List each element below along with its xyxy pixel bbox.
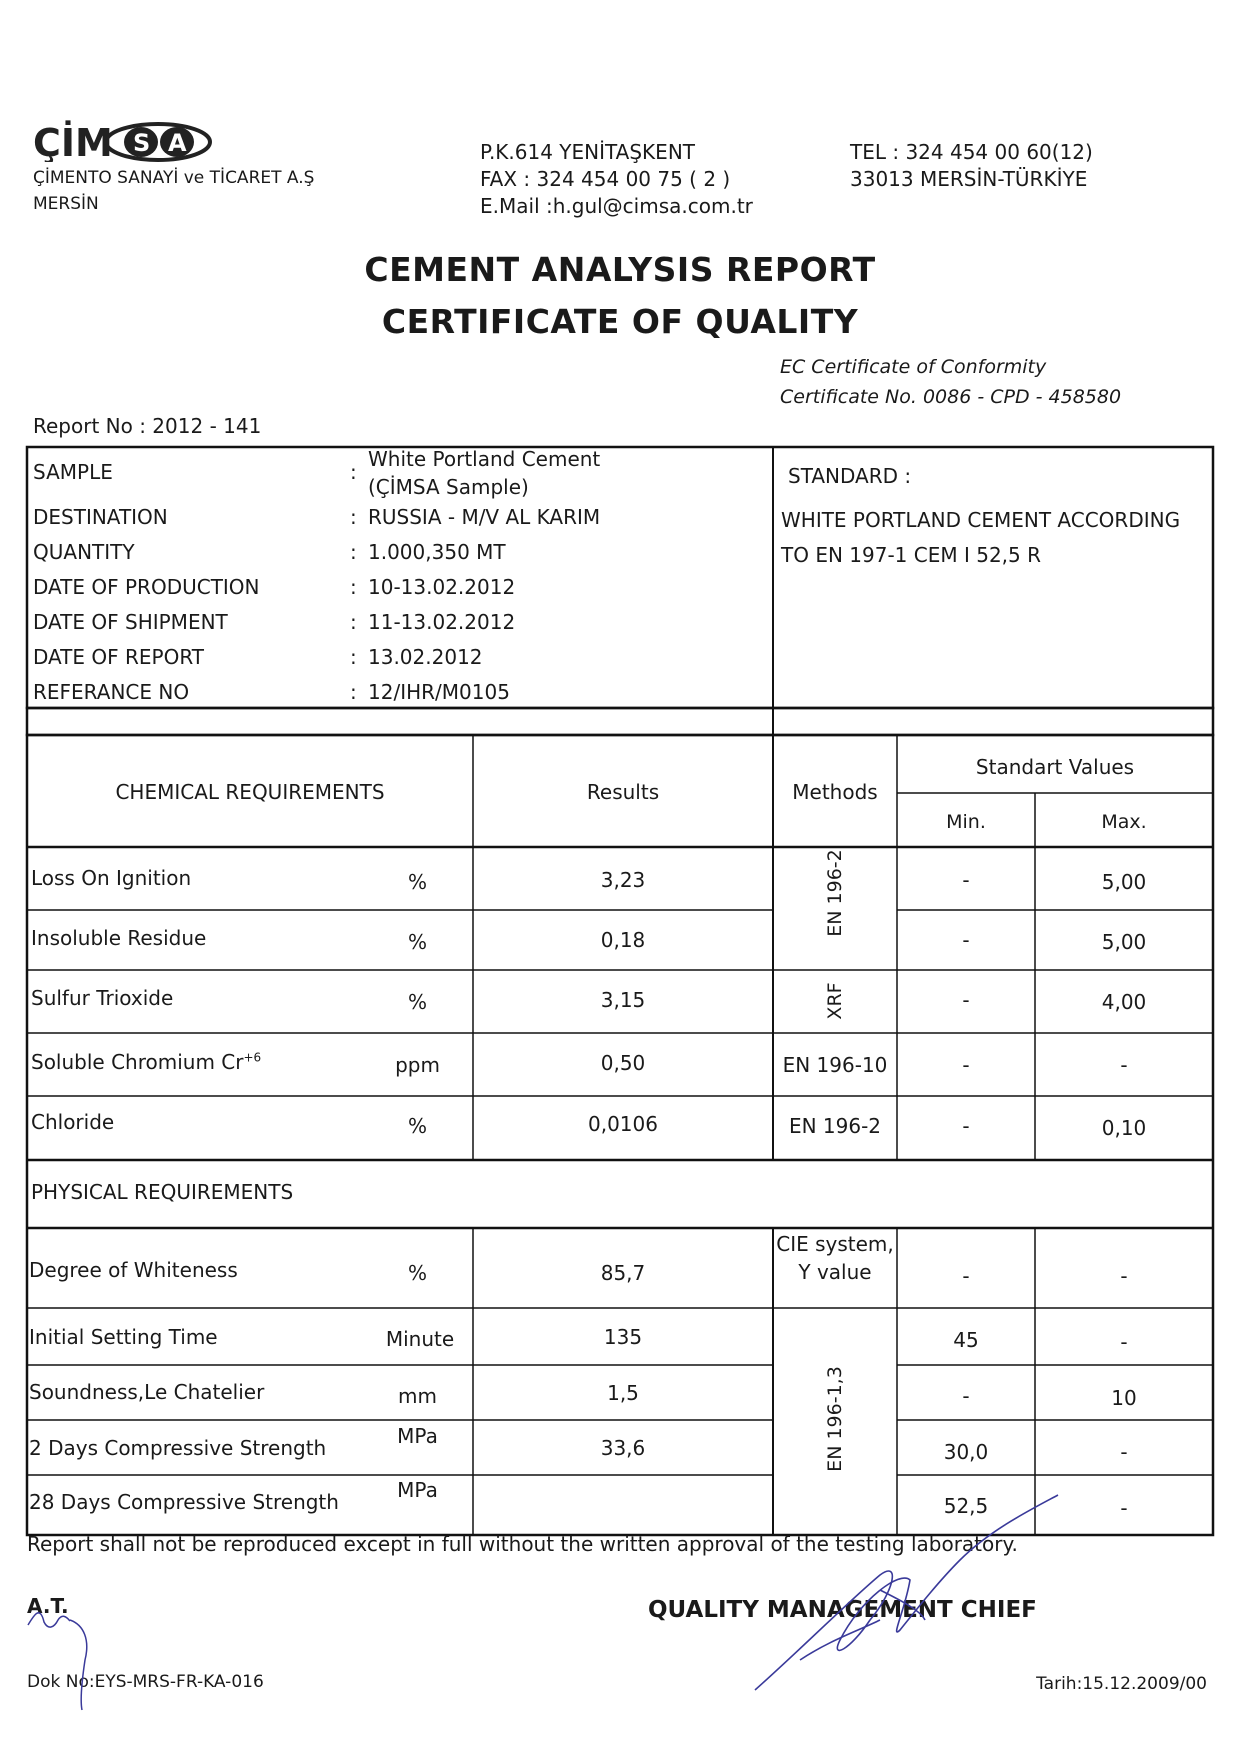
header-min: Min. — [946, 811, 986, 833]
phys-min: 52,5 — [943, 1494, 989, 1518]
chem-method: EN 196-10 — [782, 1053, 888, 1077]
phys-result: 135 — [603, 1325, 643, 1349]
info-value-date-production: 10-13.02.2012 — [368, 575, 516, 599]
phys-result: 1,5 — [607, 1381, 639, 1405]
phys-name: Initial Setting Time — [29, 1325, 218, 1349]
info-colon: : — [350, 505, 357, 529]
standard-line2: TO EN 197-1 CEM I 52,5 R — [781, 543, 1041, 567]
chem-max: 4,00 — [1101, 990, 1147, 1014]
header-chemical-requirements: CHEMICAL REQUIREMENTS — [115, 780, 385, 804]
svg-text:ÇİM: ÇİM — [33, 121, 113, 162]
chem-max: 0,10 — [1101, 1116, 1147, 1140]
info-label-date-report: DATE OF REPORT — [33, 645, 204, 669]
phys-max: - — [1120, 1264, 1128, 1288]
header-max: Max. — [1101, 811, 1147, 833]
method-en196-1-3-vertical: EN 196-1,3 — [824, 1366, 846, 1472]
phys-name: Degree of Whiteness — [29, 1258, 238, 1282]
chem-method: EN 196-2 — [788, 1114, 882, 1138]
svg-text:A: A — [168, 129, 187, 157]
chem-unit: ppm — [395, 1053, 440, 1077]
chem-result: 0,18 — [600, 928, 646, 952]
chem-min: - — [962, 868, 970, 892]
info-colon: : — [350, 610, 357, 634]
phys-method-line2: Y value — [798, 1260, 872, 1284]
address-line1: P.K.614 YENİTAŞKENT — [480, 140, 695, 164]
chem-unit: % — [407, 990, 427, 1014]
chem-result: 0,50 — [600, 1051, 646, 1075]
reproduction-note: Report shall not be reproduced except in full without the written approval of the testing laboratory. — [27, 1532, 1018, 1556]
phys-name: Soundness,Le Chatelier — [29, 1380, 265, 1404]
info-value-quantity: 1.000,350 MT — [368, 540, 506, 564]
header-standart-values: Standart Values — [975, 755, 1135, 779]
chem-max: 5,00 — [1101, 930, 1147, 954]
chem-max: - — [1120, 1053, 1128, 1077]
ec-certificate-line1: EC Certificate of Conformity — [780, 356, 1047, 378]
info-colon: : — [350, 645, 357, 669]
chem-name-text: Soluble Chromium Cr — [31, 1050, 244, 1074]
phys-unit: mm — [398, 1384, 437, 1408]
phys-max: - — [1120, 1496, 1128, 1520]
header-methods: Methods — [792, 780, 878, 804]
phys-unit: Minute — [385, 1327, 455, 1351]
info-colon: : — [350, 575, 357, 599]
info-label-quantity: QUANTITY — [33, 540, 135, 564]
method-xrf-vertical: XRF — [824, 982, 846, 1020]
company-name: ÇİMENTO SANAYİ ve TİCARET A.Ş — [33, 168, 315, 188]
ec-certificate-line2: Certificate No. 0086 - CPD - 458580 — [780, 386, 1122, 408]
phys-unit: % — [407, 1261, 427, 1285]
chem-min: - — [962, 1053, 970, 1077]
chem-name: Chloride — [31, 1110, 115, 1134]
chem-result: 3,15 — [600, 988, 646, 1012]
chem-min: - — [962, 988, 970, 1012]
chem-superscript: +6 — [243, 1050, 262, 1065]
phys-unit: MPa — [397, 1478, 438, 1502]
phys-unit: MPa — [397, 1424, 438, 1448]
chem-name — [31, 1050, 261, 1074]
chem-result: 0,0106 — [588, 1112, 658, 1136]
phys-min: - — [962, 1384, 970, 1408]
report-number: Report No : 2012 - 141 — [33, 414, 262, 438]
phys-min: 30,0 — [943, 1440, 989, 1464]
report-title: CEMENT ANALYSIS REPORT — [364, 250, 876, 289]
info-label-date-production: DATE OF PRODUCTION — [33, 575, 260, 599]
info-value-destination: RUSSIA - M/V AL KARIM — [368, 505, 601, 529]
chem-unit: % — [407, 930, 427, 954]
chem-name: Sulfur Trioxide — [31, 986, 174, 1010]
info-value-sample-line2: (ÇİMSA Sample) — [368, 475, 529, 499]
report-subtitle: CERTIFICATE OF QUALITY — [381, 302, 859, 341]
info-label-destination: DESTINATION — [33, 505, 168, 529]
svg-text:S: S — [133, 129, 151, 157]
info-label-reference-no: REFERANCE NO — [33, 680, 190, 704]
document-date: Tarih:15.12.2009/00 — [1036, 1674, 1207, 1694]
chem-max: 5,00 — [1101, 870, 1147, 894]
chem-unit: % — [407, 870, 427, 894]
phys-result: 33,6 — [600, 1436, 646, 1460]
company-city: MERSİN — [33, 194, 99, 214]
info-value-sample-line1: White Portland Cement — [368, 447, 601, 471]
address-line2: FAX : 324 454 00 75 ( 2 ) — [480, 167, 731, 191]
phys-max: - — [1120, 1440, 1128, 1464]
standard-label: STANDARD : — [788, 464, 912, 488]
phys-max: 10 — [1111, 1386, 1137, 1410]
address-line3: E.Mail :h.gul@cimsa.com.tr — [480, 194, 753, 218]
info-value-date-shipment: 11-13.02.2012 — [368, 610, 516, 634]
method-en196-2-vertical: EN 196-2 — [824, 849, 846, 937]
info-colon: : — [350, 680, 357, 704]
phys-method-line1: CIE system, — [776, 1232, 894, 1256]
phys-result: 85,7 — [600, 1261, 646, 1285]
tel-number: TEL : 324 454 00 60(12) — [850, 140, 1093, 164]
chem-name: Loss On Ignition — [31, 866, 192, 890]
chem-result: 3,23 — [600, 868, 646, 892]
header-results: Results — [586, 780, 660, 804]
phys-min: 45 — [953, 1328, 979, 1352]
chem-min: - — [962, 1114, 970, 1138]
info-value-date-report: 13.02.2012 — [368, 645, 483, 669]
city-country: 33013 MERSİN-TÜRKİYE — [850, 167, 1088, 191]
info-colon: : — [350, 540, 357, 564]
document-number: Dok No:EYS-MRS-FR-KA-016 — [27, 1672, 264, 1692]
phys-min: - — [962, 1264, 970, 1288]
phys-max: - — [1120, 1330, 1128, 1354]
info-label-date-shipment: DATE OF SHIPMENT — [33, 610, 228, 634]
standard-line1: WHITE PORTLAND CEMENT ACCORDING — [781, 508, 1181, 532]
physical-requirements-header: PHYSICAL REQUIREMENTS — [31, 1180, 294, 1204]
info-colon: : — [350, 460, 357, 484]
at-initials: A.T. — [27, 1594, 69, 1618]
info-label-sample: SAMPLE — [33, 460, 113, 484]
info-value-reference-no: 12/IHR/M0105 — [368, 680, 510, 704]
chem-name: Insoluble Residue — [31, 926, 207, 950]
quality-management-chief: QUALITY MANAGEMENT CHIEF — [648, 1597, 1037, 1623]
phys-name: 28 Days Compressive Strength — [29, 1490, 339, 1514]
chem-unit: % — [407, 1114, 427, 1138]
phys-name: 2 Days Compressive Strength — [29, 1436, 327, 1460]
chem-min: - — [962, 928, 970, 952]
